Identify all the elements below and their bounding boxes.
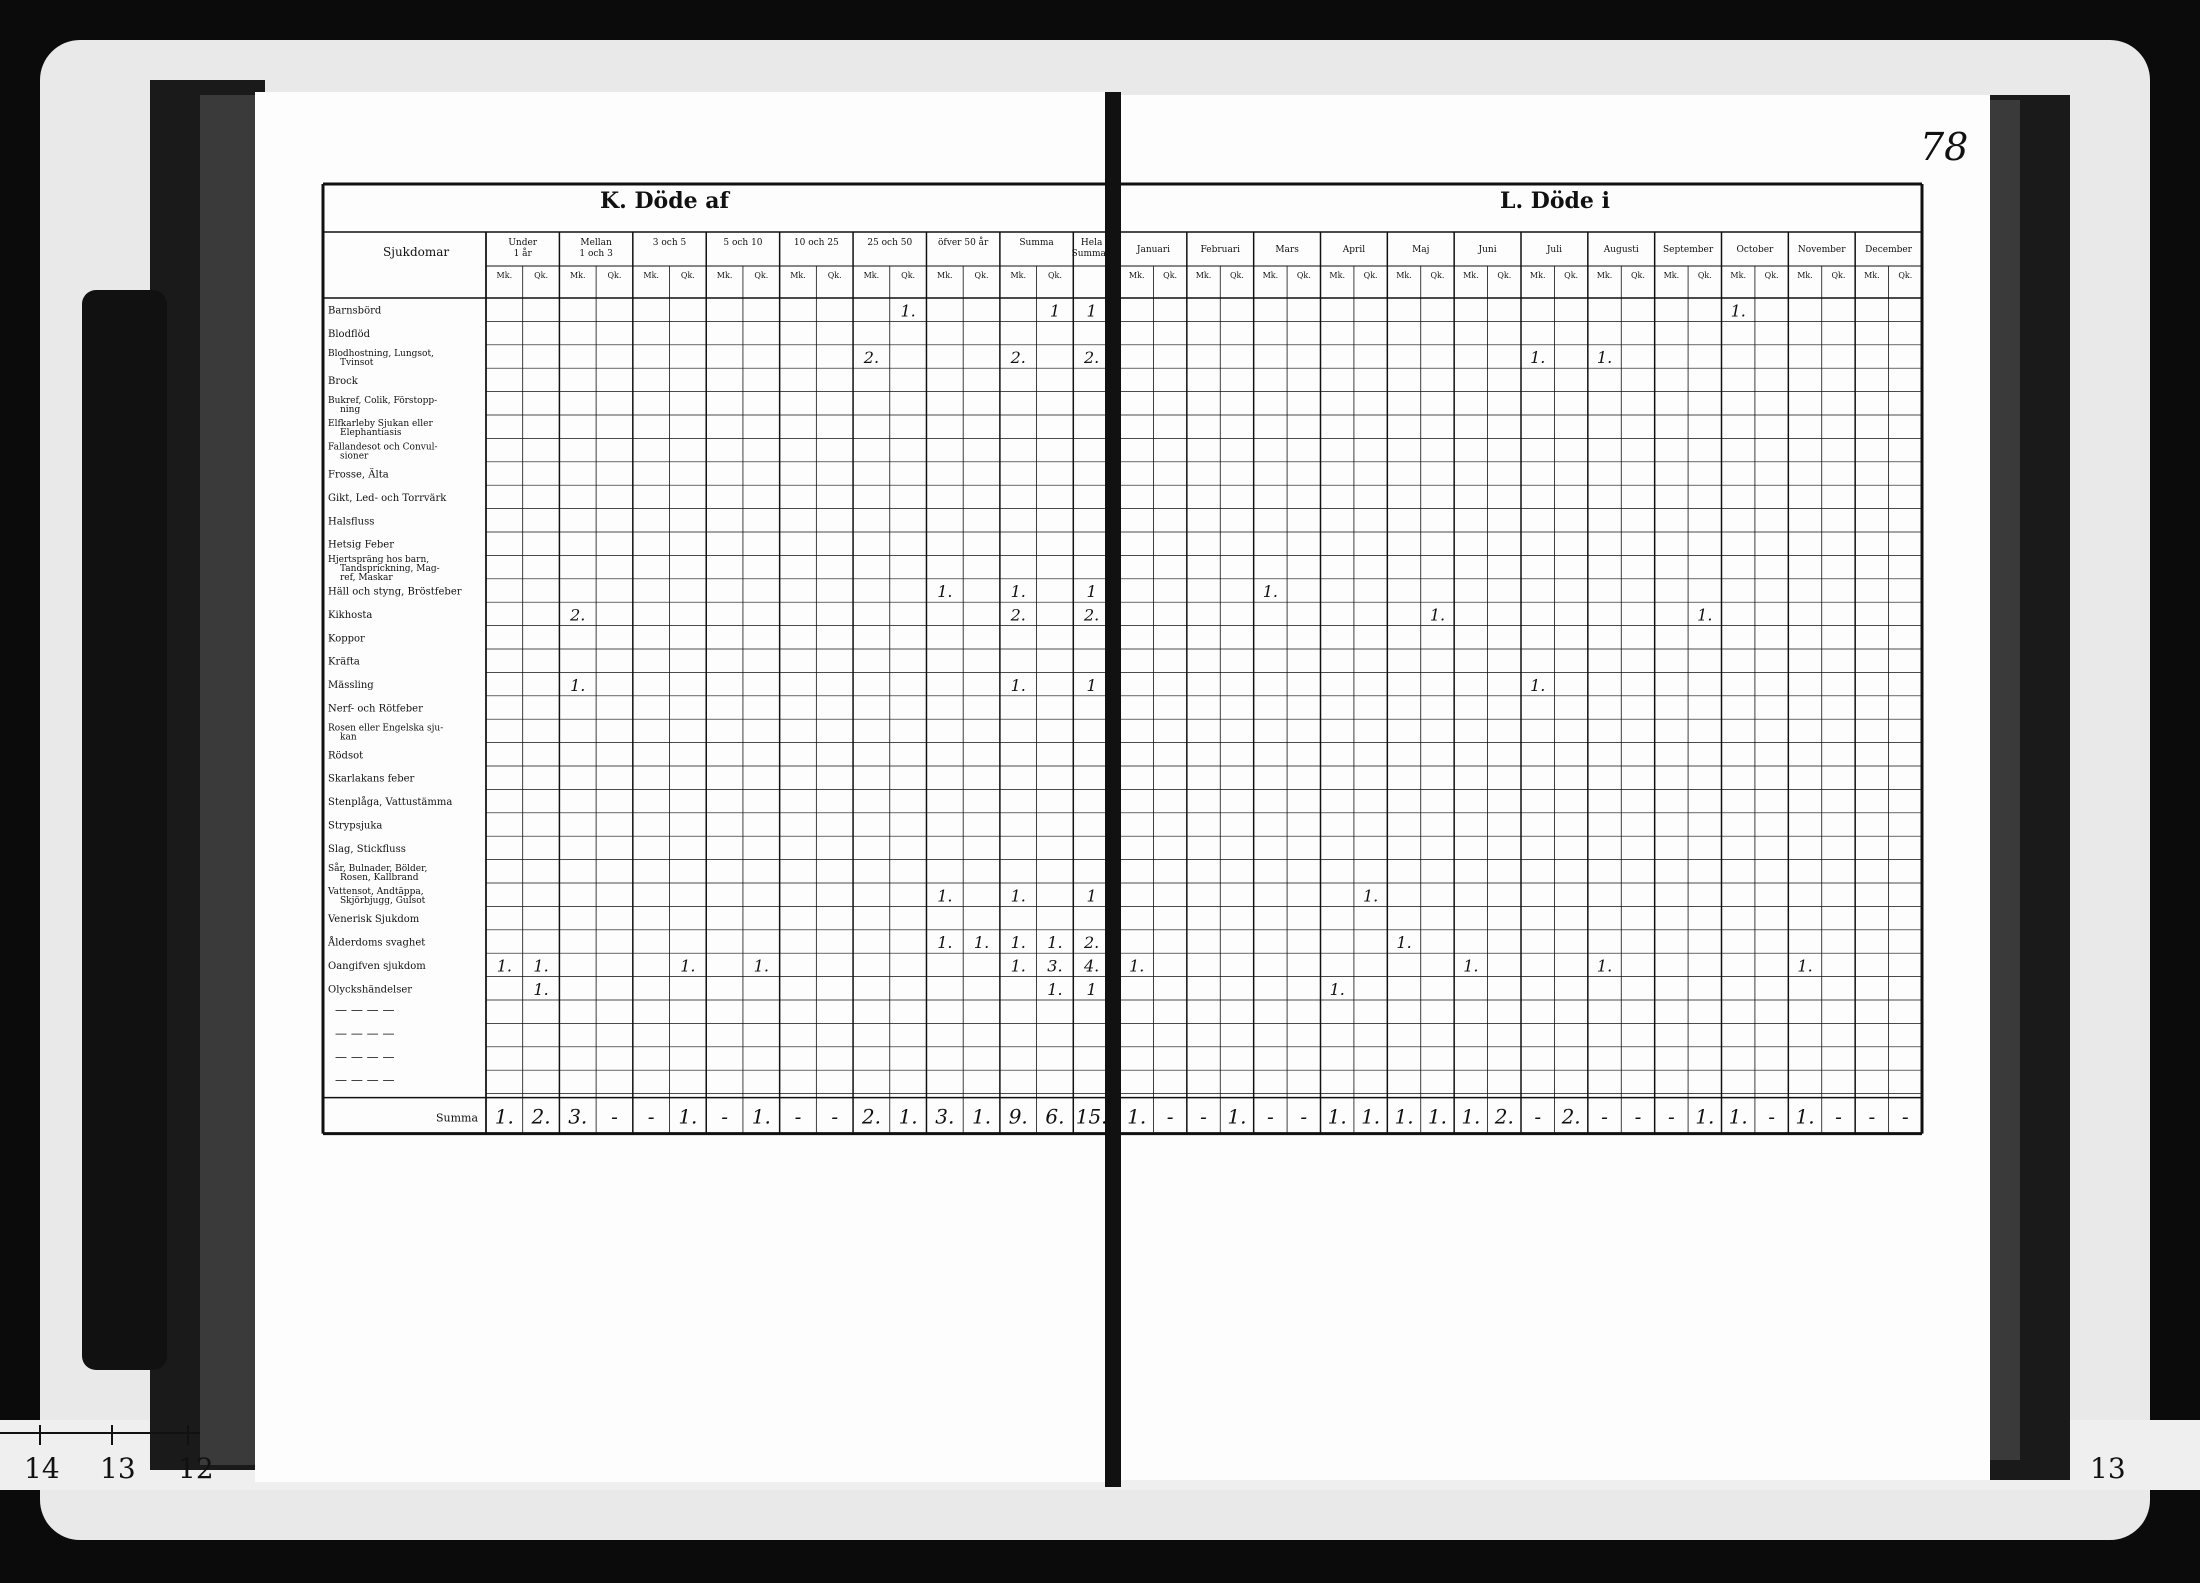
disease-row-label: Venerisk Sjukdom xyxy=(328,914,420,926)
column-header-sjukdomar: Sjukdomar xyxy=(383,245,450,259)
tally-entry: 1. xyxy=(1396,933,1412,953)
total-entry: 2. xyxy=(1561,1104,1581,1129)
month-header: April xyxy=(1342,245,1366,255)
month-header: Februari xyxy=(1200,245,1240,255)
total-entry: - xyxy=(1768,1104,1776,1129)
disease-row-label: Rödsot xyxy=(328,750,364,762)
total-entry: 1. xyxy=(971,1104,992,1129)
sub-label: Mk. xyxy=(1329,271,1346,280)
month-header: Juni xyxy=(1478,245,1497,255)
ruler-label-right-13: 13 xyxy=(2090,1452,2126,1485)
tally-entry: 1. xyxy=(937,582,953,602)
sub-label: Qk. xyxy=(901,271,916,280)
ruler-label-14: 14 xyxy=(24,1452,60,1485)
sub-label: Mk. xyxy=(1529,271,1546,280)
month-header: December xyxy=(1865,245,1913,255)
sub-label: Qk. xyxy=(1296,271,1311,280)
disease-row-label: ref, Maskar xyxy=(340,573,393,584)
total-entry: - xyxy=(721,1104,728,1129)
total-entry: 1. xyxy=(1795,1104,1815,1129)
total-entry: - xyxy=(1534,1104,1542,1129)
left-section-title: K. Döde af xyxy=(600,188,729,214)
tally-entry: 1. xyxy=(937,933,953,953)
sub-label: Qk. xyxy=(534,271,549,280)
right-page xyxy=(1118,95,1990,1480)
disease-row-label: Stenplåga, Vattustämma xyxy=(328,797,453,809)
tally-entry: 1 xyxy=(1086,980,1097,999)
disease-row-label: Oangifven sjukdom xyxy=(328,960,426,972)
month-header: October xyxy=(1736,245,1774,255)
month-header: November xyxy=(1797,245,1846,255)
blank-row-dashes: — — — — xyxy=(335,1003,395,1018)
blank-row-dashes: — — — — xyxy=(335,1049,395,1064)
total-entry: - xyxy=(1200,1104,1207,1129)
sub-label: Mk. xyxy=(863,271,880,280)
disease-row-label: Rosen eller Engelska sju- xyxy=(328,723,444,734)
tally-entry: 1. xyxy=(1362,886,1379,906)
age-group-header: Summa xyxy=(1019,238,1054,248)
sub-label: Qk. xyxy=(1229,271,1244,280)
total-entry: 2. xyxy=(1494,1104,1514,1129)
tally-entry: 2. xyxy=(863,348,880,368)
disease-row-label: Tandsprickning, Mag- xyxy=(340,564,440,575)
book-spine-tab xyxy=(82,290,167,1370)
total-entry: - xyxy=(794,1104,802,1129)
sub-label: Qk. xyxy=(754,271,769,280)
tally-entry: 1. xyxy=(680,956,696,976)
tally-entry: 1. xyxy=(1262,582,1279,602)
tally-entry: 1. xyxy=(973,933,990,953)
tally-entry: 1. xyxy=(1129,956,1145,976)
tally-entry: 1. xyxy=(1010,582,1026,602)
disease-row-label: Vattensot, Andtäppa, xyxy=(328,887,424,898)
tally-entry: 1 xyxy=(1086,301,1097,321)
tally-entry: 1. xyxy=(1329,980,1345,999)
total-entry: 1. xyxy=(1728,1104,1748,1129)
total-entry: - xyxy=(1634,1104,1642,1129)
sub-label: Qk. xyxy=(1497,271,1512,280)
total-entry: - xyxy=(1901,1104,1909,1129)
tally-entry: 1. xyxy=(1530,675,1546,695)
sub-label: Mk. xyxy=(1396,271,1412,280)
sub-label: Qk. xyxy=(1764,271,1779,280)
sub-label: Mk. xyxy=(1010,271,1027,280)
age-group-header: 1 år xyxy=(513,249,532,259)
page-number: 78 xyxy=(1920,125,1969,169)
total-entry: 1. xyxy=(494,1104,514,1129)
disease-row-label: Slag, Stickfluss xyxy=(328,843,406,855)
tally-entry: 1. xyxy=(1010,675,1026,695)
tally-entry: 1. xyxy=(570,675,586,695)
tally-entry: 1 xyxy=(1086,582,1097,602)
summa-label: Summa xyxy=(436,1111,479,1125)
month-header: September xyxy=(1663,245,1714,255)
total-entry: - xyxy=(611,1104,618,1129)
tally-entry: 1 xyxy=(1049,301,1061,321)
tally-entry: 4. xyxy=(1084,956,1100,976)
tally-entry: 2. xyxy=(1084,348,1100,368)
total-entry: 1. xyxy=(678,1104,698,1129)
sub-label: Qk. xyxy=(607,271,622,280)
tally-entry: 1. xyxy=(1530,348,1546,368)
disease-row-label: ning xyxy=(340,404,361,415)
sub-label: Qk. xyxy=(680,271,695,280)
total-entry: 1. xyxy=(1361,1104,1381,1129)
tally-entry: 1. xyxy=(937,886,953,906)
sub-label: Qk. xyxy=(1363,271,1378,280)
month-header: Maj xyxy=(1412,245,1430,255)
sub-label: Mk. xyxy=(716,271,733,280)
grand-total-header: Summan xyxy=(1071,249,1112,259)
tally-entry: 1. xyxy=(1010,933,1026,953)
total-entry: 1. xyxy=(1227,1104,1247,1129)
disease-row-label: Brock xyxy=(328,375,358,387)
tally-entry: 1. xyxy=(1463,956,1479,976)
tally-entry: 1. xyxy=(753,956,769,976)
disease-row-label: Strypsjuka xyxy=(328,820,383,832)
age-group-header: 25 och 50 xyxy=(867,238,913,248)
sub-label: Qk. xyxy=(1630,271,1645,280)
sub-label: Mk. xyxy=(569,271,586,280)
total-entry: 1. xyxy=(751,1104,771,1129)
disease-row-label: Elephantiasis xyxy=(340,428,402,439)
total-entry: 9. xyxy=(1008,1104,1028,1129)
total-entry: - xyxy=(647,1104,655,1129)
tally-entry: 1. xyxy=(533,980,549,999)
disease-row-label: Mässling xyxy=(328,680,374,692)
total-entry: - xyxy=(1266,1104,1274,1129)
disease-row-label: Nerf- och Rötfeber xyxy=(328,703,423,715)
page-edge-left xyxy=(200,95,260,1465)
tally-entry: 1. xyxy=(900,301,916,321)
month-header: Juli xyxy=(1546,245,1563,255)
sub-label: Mk. xyxy=(1262,271,1279,280)
sub-label: Qk. xyxy=(827,271,842,280)
total-entry: 1. xyxy=(898,1104,918,1129)
disease-row-label: kan xyxy=(340,732,357,743)
disease-row-label: Tvinsot xyxy=(340,358,374,368)
disease-row-label: Elfkarleby Sjukan eller xyxy=(328,419,433,430)
tally-entry: 1. xyxy=(1730,301,1746,321)
age-group-header: 5 och 10 xyxy=(723,238,763,248)
sub-label: Mk. xyxy=(937,271,953,280)
tally-entry: 2. xyxy=(1010,605,1026,625)
month-header: Augusti xyxy=(1603,245,1639,255)
tally-entry: 1. xyxy=(1429,605,1446,625)
age-group-header: Mellan xyxy=(580,238,612,248)
total-entry: - xyxy=(1667,1104,1675,1129)
sub-label: Qk. xyxy=(1163,271,1178,280)
sub-label: Mk. xyxy=(790,271,806,280)
total-entry: 2. xyxy=(861,1104,881,1129)
sub-label: Mk. xyxy=(1195,271,1212,280)
month-header: Januari xyxy=(1136,245,1170,255)
total-entry: 1. xyxy=(1695,1104,1715,1129)
sub-label: Mk. xyxy=(1463,271,1479,280)
total-entry: 1. xyxy=(1394,1104,1414,1129)
tally-entry: 1. xyxy=(1047,980,1063,999)
disease-row-label: sioner xyxy=(340,451,369,462)
total-entry: - xyxy=(1601,1104,1608,1129)
disease-row-label: Gikt, Led- och Torrvärk xyxy=(328,492,447,504)
tally-entry: 1. xyxy=(1596,348,1613,368)
tally-entry: 1. xyxy=(1697,605,1713,625)
total-entry: 1. xyxy=(1427,1104,1448,1129)
sub-label: Qk. xyxy=(1564,271,1579,280)
tally-entry: 1. xyxy=(1010,956,1026,976)
ruler-label-13: 13 xyxy=(100,1452,136,1485)
sub-label: Qk. xyxy=(1831,271,1846,280)
total-entry: 1. xyxy=(1327,1104,1347,1129)
sub-label: Qk. xyxy=(1697,271,1712,280)
disease-row-label: Rosen, Kallbrand xyxy=(340,872,419,883)
disease-row-label: Hjertspräng hos barn, xyxy=(328,555,430,566)
disease-row-label: Halsfluss xyxy=(328,516,375,528)
tally-entry: 3. xyxy=(1047,956,1063,976)
disease-row-label: Olyckshändelser xyxy=(328,984,413,996)
right-section-title: L. Döde i xyxy=(1500,188,1610,214)
disease-row-label: Hetsig Feber xyxy=(328,539,394,551)
tally-entry: 1. xyxy=(1596,956,1613,976)
sub-label: Mk. xyxy=(1663,271,1680,280)
total-entry: 3. xyxy=(568,1104,588,1129)
disease-row-label: Blodhostning, Lungsot, xyxy=(328,349,434,359)
sub-label: Mk. xyxy=(1128,271,1145,280)
blank-row-dashes: — — — — xyxy=(335,1073,395,1088)
tally-entry: 2. xyxy=(1084,605,1100,625)
blank-row-dashes: — — — — xyxy=(335,1026,395,1041)
tally-entry: 1. xyxy=(1797,956,1813,976)
disease-row-label: Ålderdoms svaghet xyxy=(328,937,426,949)
sub-label: Qk. xyxy=(974,271,989,280)
tally-entry: 2. xyxy=(1010,348,1026,368)
disease-row-label: Kräfta xyxy=(328,656,360,668)
tally-entry: 1 xyxy=(1086,886,1097,906)
age-group-header: Under xyxy=(508,238,538,248)
tally-entry: 1 xyxy=(1086,675,1097,695)
age-group-header: 3 och 5 xyxy=(652,238,687,248)
total-entry: 6. xyxy=(1045,1104,1065,1129)
disease-row-label: Koppor xyxy=(328,633,365,645)
age-group-header: 10 och 25 xyxy=(793,238,839,248)
disease-row-label: Barnsbörd xyxy=(328,305,382,317)
disease-row-label: Fallandesot och Convul- xyxy=(328,442,438,453)
sub-label: Qk. xyxy=(1898,271,1913,280)
age-group-header: öfver 50 år xyxy=(938,238,989,248)
grand-total-header: Hela xyxy=(1080,238,1103,248)
left-page xyxy=(255,92,1110,1482)
month-header: Mars xyxy=(1275,245,1299,255)
total-entry: - xyxy=(1166,1104,1174,1129)
age-group-header: 1 och 3 xyxy=(579,249,613,259)
disease-row-label: Bukref, Colik, Förstopp- xyxy=(328,395,438,406)
sub-label: Qk. xyxy=(1430,271,1445,280)
sub-label: Mk. xyxy=(1730,271,1747,280)
sub-label: Mk. xyxy=(1596,271,1613,280)
total-entry: - xyxy=(1835,1104,1842,1129)
tally-entry: 1. xyxy=(533,956,549,976)
tally-entry: 1. xyxy=(1010,886,1026,906)
total-entry: 3. xyxy=(935,1104,955,1129)
tally-entry: 2. xyxy=(570,605,586,625)
disease-row-label: Frosse, Älta xyxy=(328,469,389,481)
total-entry: 2. xyxy=(531,1104,551,1129)
total-entry: 1. xyxy=(1127,1104,1147,1129)
disease-row-label: Skarlakans feber xyxy=(328,773,415,785)
total-entry: - xyxy=(1868,1104,1876,1129)
disease-row-label: Häll och styng, Bröstfeber xyxy=(328,586,462,598)
disease-row-label: Blodflöd xyxy=(328,329,371,341)
ruler-label-12: 12 xyxy=(178,1452,214,1485)
total-entry: - xyxy=(831,1104,839,1129)
sub-label: Qk. xyxy=(1047,271,1062,280)
sub-label: Mk. xyxy=(496,271,513,280)
tally-entry: 2. xyxy=(1084,933,1100,953)
total-entry: 15. xyxy=(1075,1104,1108,1129)
tally-entry: 1. xyxy=(496,956,512,976)
total-entry: 1. xyxy=(1461,1104,1481,1129)
disease-row-label: Kikhosta xyxy=(328,609,373,621)
tally-entry: 1. xyxy=(1047,933,1063,953)
sub-label: Mk. xyxy=(1797,271,1813,280)
total-entry: - xyxy=(1300,1104,1308,1129)
sub-label: Mk. xyxy=(1864,271,1880,280)
sub-label: Mk. xyxy=(643,271,659,280)
disease-row-label: Sår, Bulnader, Bölder, xyxy=(328,863,428,874)
disease-row-label: Skjörbjugg, Gulsot xyxy=(340,896,426,907)
